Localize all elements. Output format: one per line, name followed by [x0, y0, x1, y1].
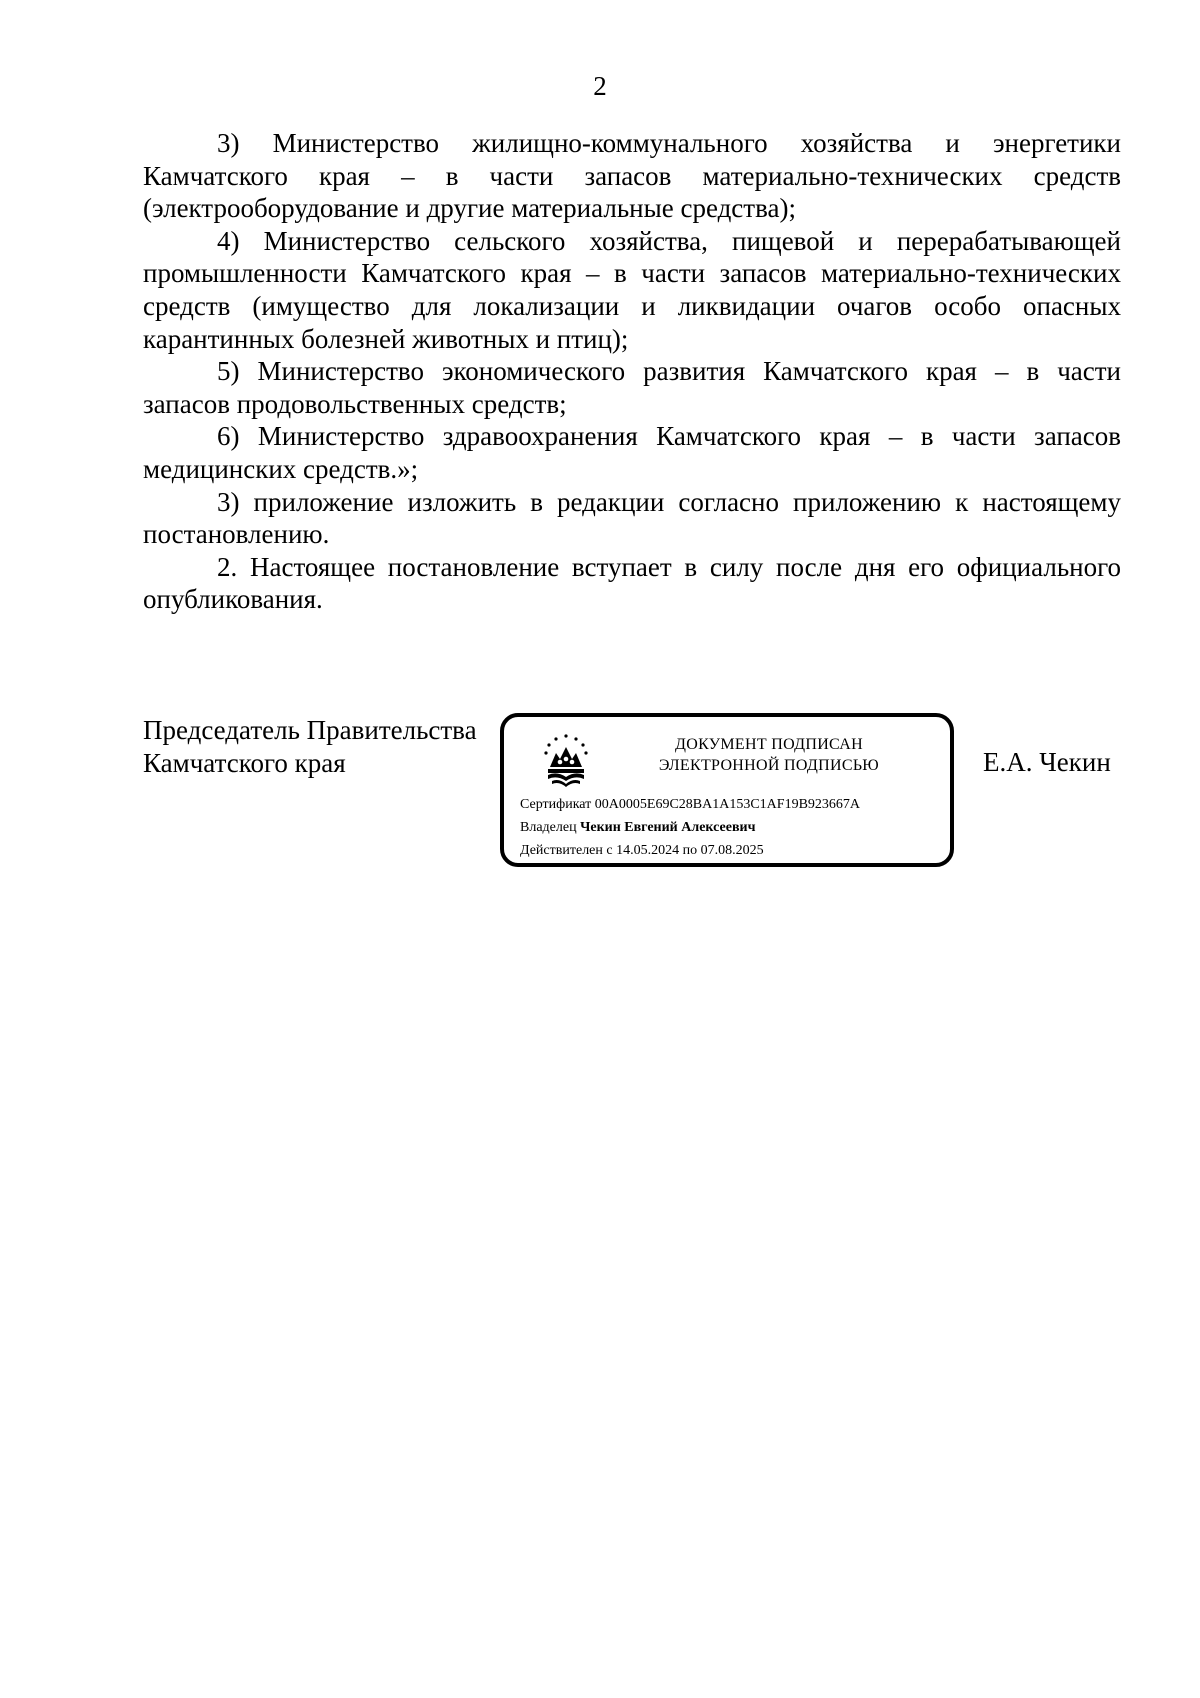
certificate-value: 00A0005E69C28BA1A153C1AF19B923667A	[594, 797, 861, 812]
signatory-position	[143, 714, 477, 779]
paragraph-ministry-health: 6) Министерство здравоохранения Камчатского края – в части запасов медицинских средств.»;	[143, 421, 1121, 484]
paragraph-ministry-housing: 3) Министерство жилищно-коммунального хозяйства и энергетики Камчатского края – в части запасов материально-технических средств (электрооборудование и другие материальные средства);	[143, 128, 1121, 224]
valid-to-date: 07.08.2025	[700, 843, 764, 858]
validity-line	[520, 839, 860, 862]
paragraph-entry-into-force: 2. Настоящее постановление вступает в силу после дня его официального опубликования.	[143, 551, 1121, 615]
signatory-position-line1: Председатель Правительства	[143, 715, 477, 745]
coat-of-arms-emblem-icon	[542, 733, 590, 787]
electronic-signature-stamp	[500, 713, 954, 867]
owner-value: Чекин Евгений Алексеевич	[580, 820, 756, 835]
paragraph-ministry-agriculture: 4) Министерство сельского хозяйства, пищевой и перерабатывающей промышленности Камчатского края – в части запасов материально-технических средств (имущество для локализации и ликвидации очагов особо опасных карантинных болезней животных и птиц);	[143, 225, 1121, 354]
certificate-label: Сертификат	[520, 797, 592, 812]
stamp-title	[604, 734, 934, 776]
signatory-position-line2: Камчатского края	[143, 747, 346, 778]
stamp-title-line1: ДОКУМЕНТ ПОДПИСАН	[675, 736, 863, 753]
owner-label: Владелец	[520, 820, 577, 835]
page-number: 2	[593, 71, 607, 101]
owner-line	[520, 816, 860, 839]
valid-label: Действителен	[520, 843, 603, 858]
signatory-name: Е.А. Чекин	[983, 747, 1111, 777]
valid-from-label: с	[606, 843, 613, 858]
stamp-title-line2: ЭЛЕКТРОННОЙ ПОДПИСЬЮ	[658, 757, 880, 774]
paragraph-appendix: 3) приложение изложить в редакции согласно приложению к настоящему постановлению.	[143, 486, 1121, 550]
document-body	[143, 127, 1121, 616]
paragraph-ministry-economy: 5) Министерство экономического развития Камчатского края – в части запасов продовольственных средств;	[143, 356, 1121, 419]
certificate-line	[520, 793, 860, 816]
valid-from-date: 14.05.2024	[616, 843, 680, 858]
valid-to-label: по	[682, 843, 698, 858]
stamp-details	[520, 793, 860, 862]
